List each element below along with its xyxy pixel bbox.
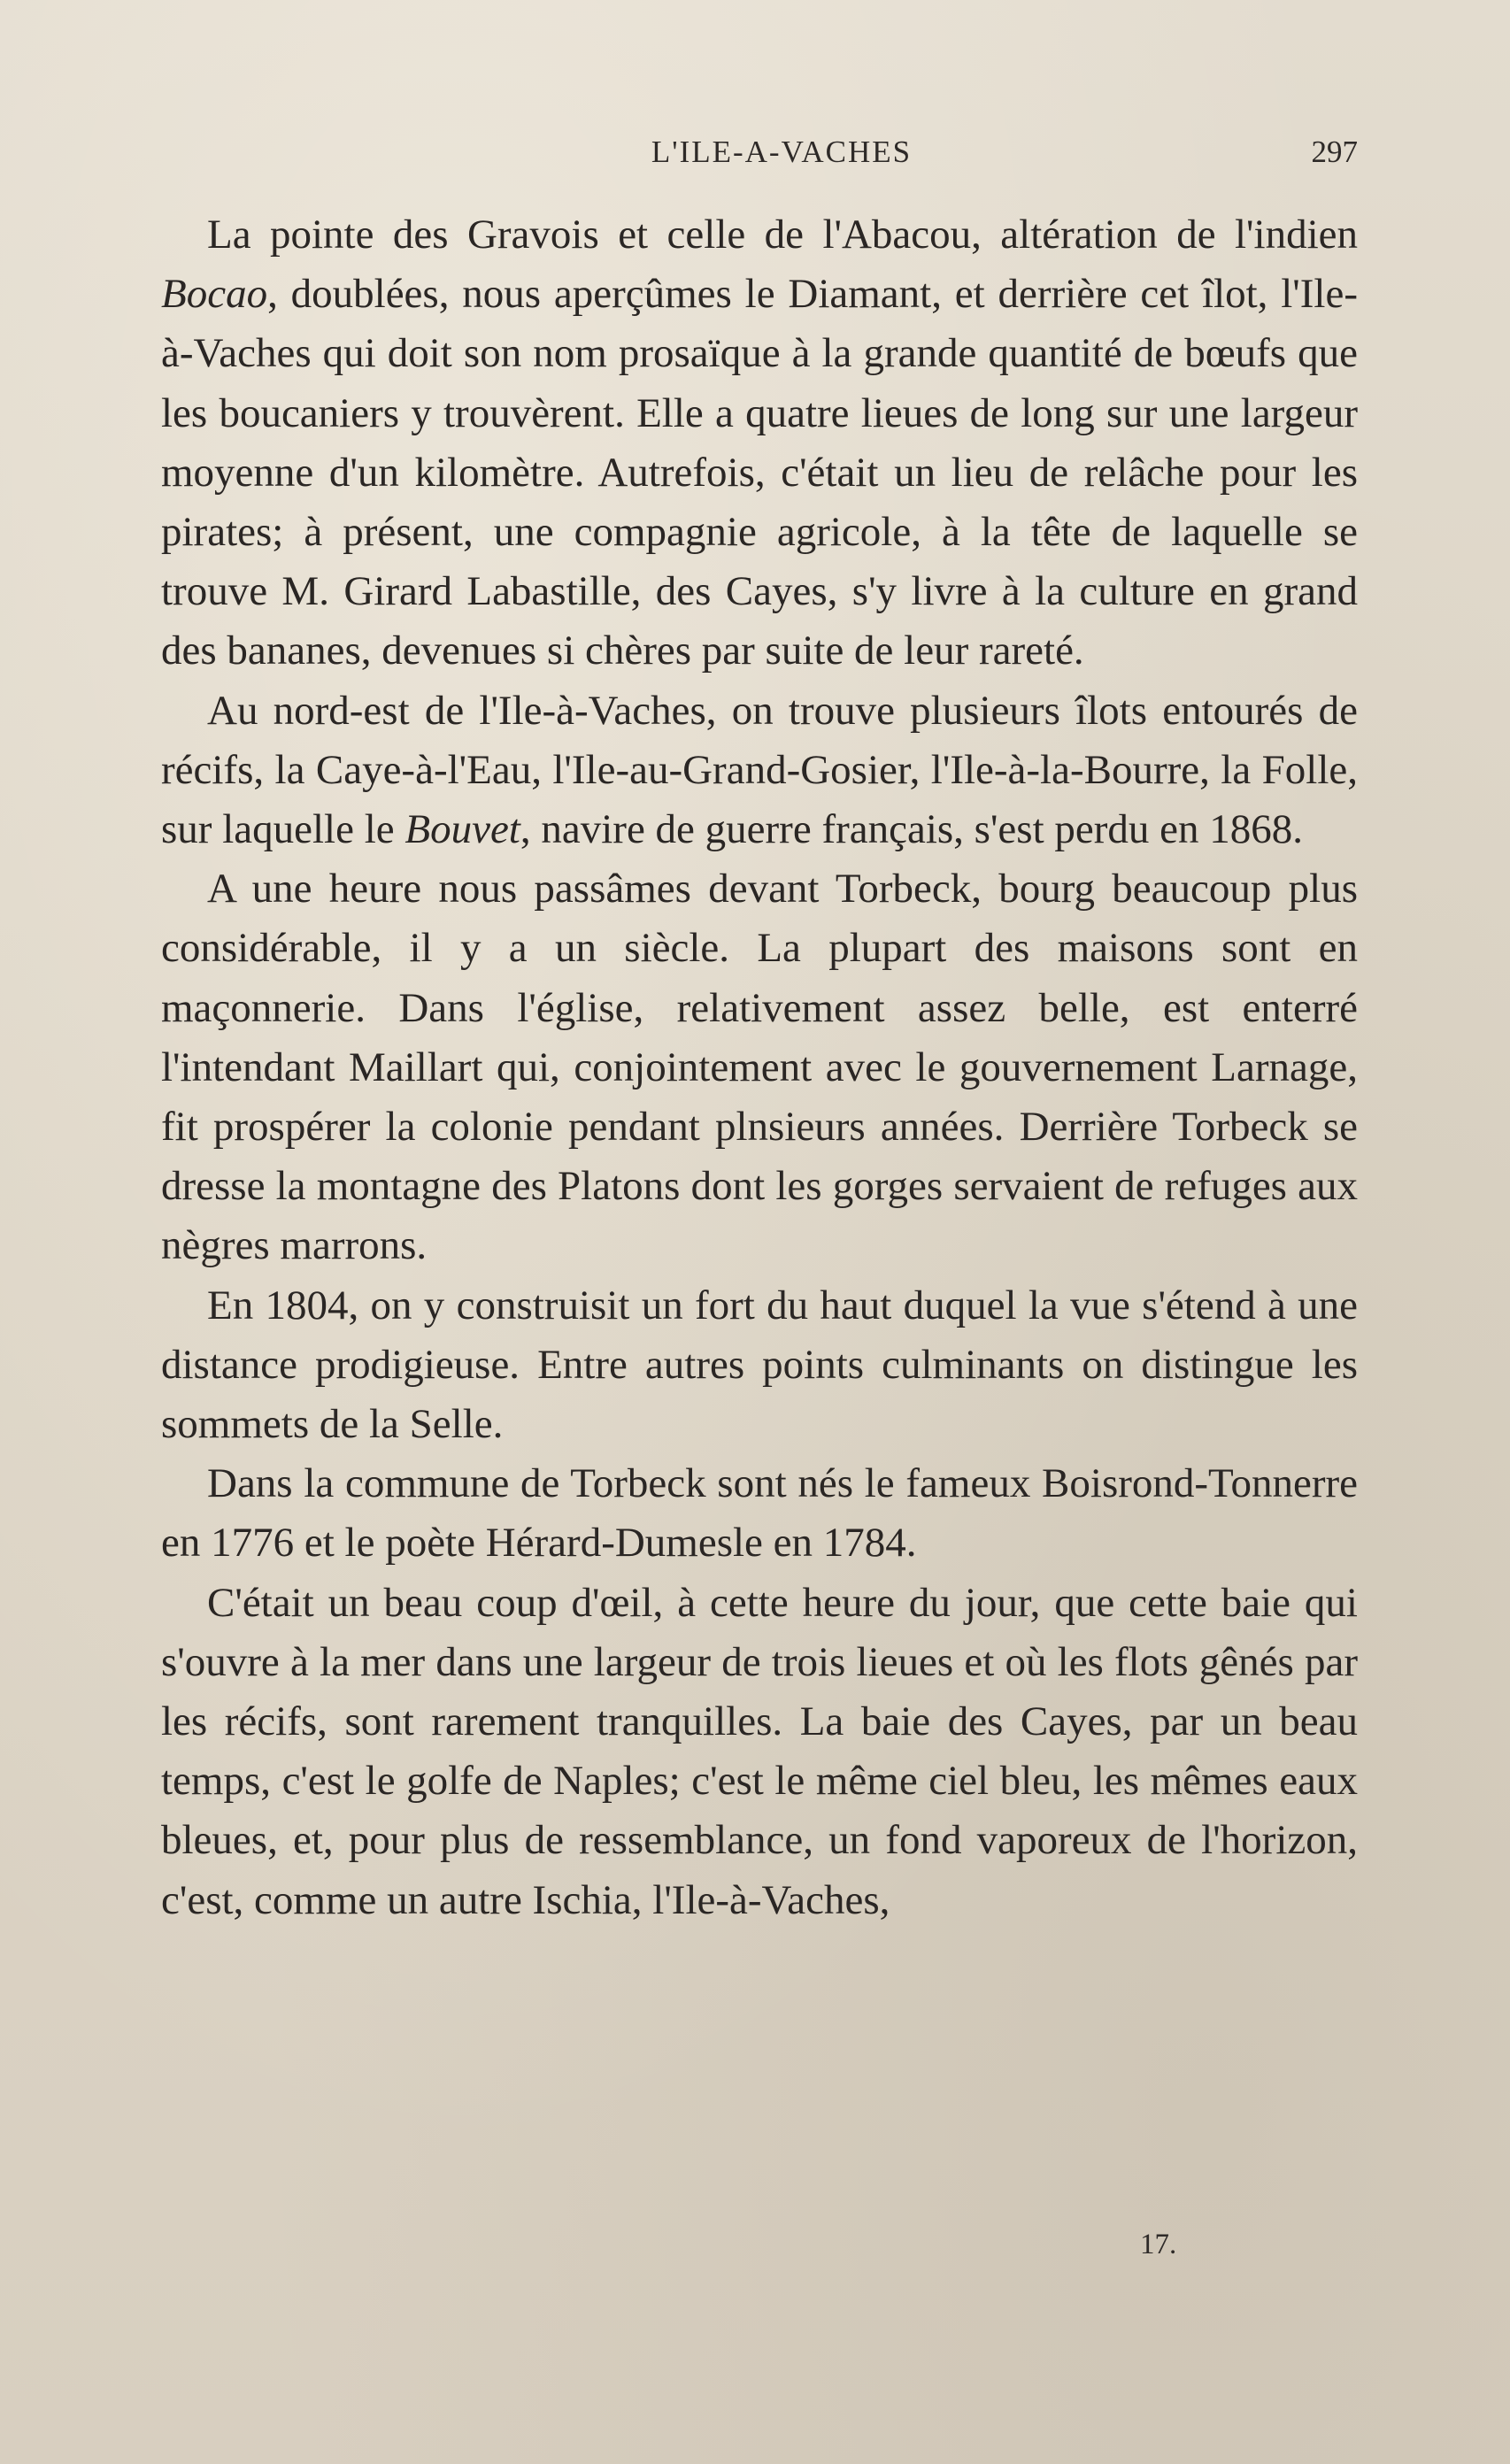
running-title: L'ILE-A-VACHES — [651, 135, 913, 169]
paragraph: A une heure nous passâmes devant Torbeck, bourg beaucoup plus considérable, il y a un siècle. La plupart des maisons sont en maçonnerie. Dans l'église, relativement assez belle, est enterré l'intendant Maillart qui, conjointement avec le gouvernement Larnage, fit prospérer la colonie pendant plnsieurs années. Derrière Torbeck se dresse la montagne des Platons dont les gorges servaient de refuges aux nègres marrons. — [161, 866, 1358, 1269]
body-text — [161, 205, 1358, 1930]
paragraph: En 1804, on y construisit un fort du haut duquel la vue s'étend à une distance prodigieuse. Entre autres points culminants on distingue les sommets de la Selle. — [161, 1282, 1358, 1448]
paragraph: Au nord-est de l'Ile-à-Vaches, on trouve plusieurs îlots entourés de récifs, la Caye-à-l'Eau, l'Ile-au-Grand-Gosier, l'Ile-à-la-Bourre, la Folle, sur laquelle le Bouvet, navire de guerre français, s'est perdu en 1868. — [161, 687, 1358, 853]
page-header — [161, 135, 1358, 179]
page-number: 297 — [1311, 135, 1358, 169]
paragraph: La pointe des Gravois et celle de l'Abacou, altération de l'indien Bocao, doublées, nous aperçûmes le Diamant, et derrière cet îlot, l'Ile-à-Vaches qui doit son nom prosaïque à la grande quantité de bœufs que les boucaniers y trouvèrent. Elle a quatre lieues de long sur une largeur moyenne d'un kilomètre. Autrefois, c'était un lieu de relâche pour les pirates; à présent, une compagnie agricole, à la tête de laquelle se trouve M. Girard Labastille, des Cayes, s'y livre à la culture en grand des bananes, devenues si chères par suite de leur rareté. — [161, 212, 1358, 674]
italic-term: Bouvet — [404, 806, 520, 853]
signature-mark: 17. — [1140, 2229, 1177, 2260]
italic-term: Bocao — [161, 271, 268, 318]
paragraph: C'était un beau coup d'œil, à cette heure du jour, que cette baie qui s'ouvre à la mer dans une largeur de trois lieues et où les flots gênés par les récifs, sont rarement tranquilles. La baie des Cayes, par un beau temps, c'est le golfe de Naples; c'est le même ciel bleu, les mêmes eaux bleues, et, pour plus de ressemblance, un fond vaporeux de l'horizon, c'est, comme un autre Ischia, l'Ile-à-Vaches, — [161, 1579, 1358, 1923]
paragraph: Dans la commune de Torbeck sont nés le fameux Boisrond-Tonnerre en 1776 et le poète Hérard-Dumesle en 1784. — [161, 1460, 1358, 1567]
